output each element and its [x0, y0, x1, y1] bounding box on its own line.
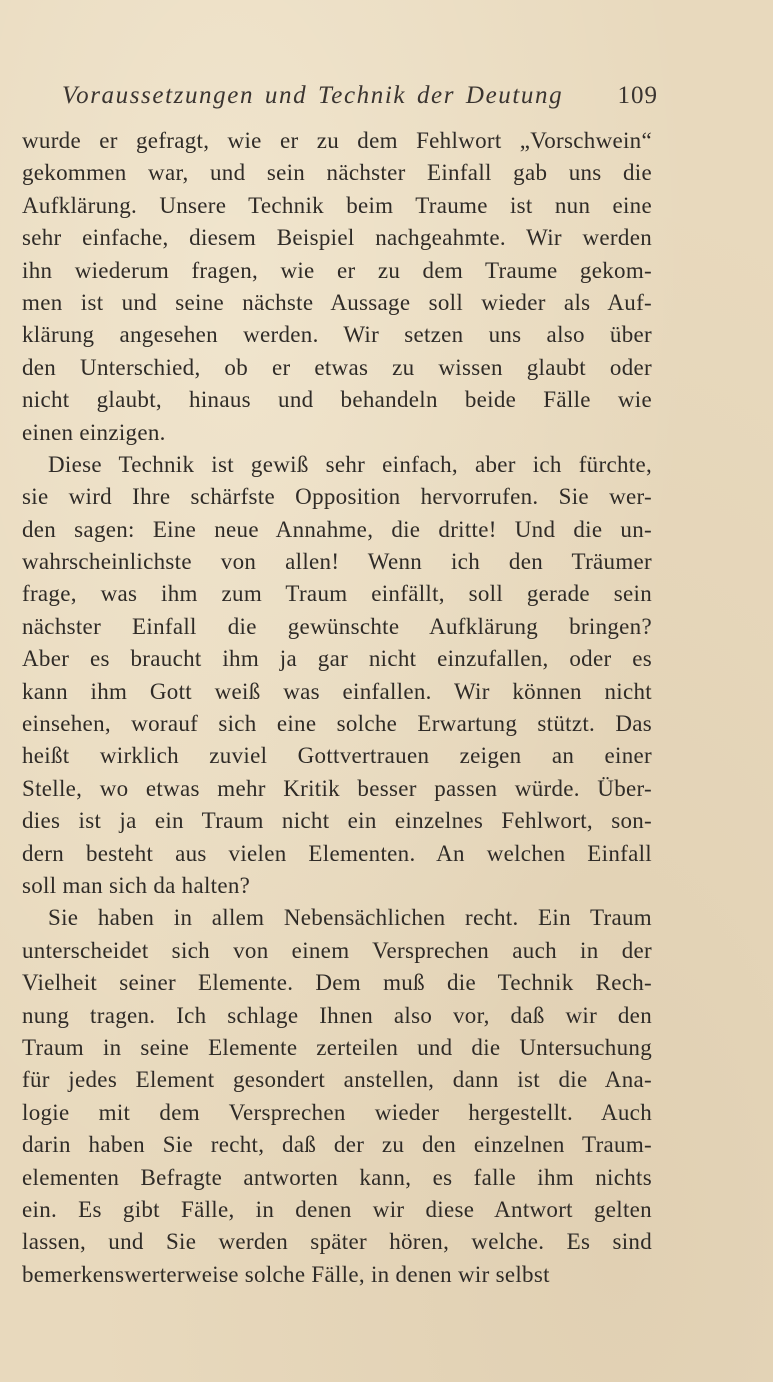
text-line: kann ihm Gott weiß was einfallen. Wir können nicht [22, 678, 652, 704]
text-line: nung tragen. Ich schlage Ihnen also vor, daß wir den [22, 1002, 652, 1028]
paragraph [22, 449, 652, 902]
text-line: einen einzigen. [22, 419, 166, 445]
text-line: den Unterschied, ob er etwas zu wissen glaubt oder [22, 354, 652, 380]
text-line: men ist und seine nächste Aussage soll wieder als Auf- [22, 289, 652, 315]
text-line: Stelle, wo etwas mehr Kritik besser passen würde. Über- [22, 775, 652, 801]
text-line: nicht glaubt, hinaus und behandeln beide Fälle wie [22, 387, 652, 413]
text-line: den sagen: Eine neue Annahme, die dritte! Und die un- [22, 516, 652, 542]
text-line: klärung angesehen werden. Wir setzen uns also über [22, 322, 652, 348]
text-line: für jedes Element gesondert anstellen, dann ist die Ana- [22, 1067, 652, 1093]
text-line: gekommen war, und sein nächster Einfall gab uns die [22, 160, 652, 186]
text-line: frage, was ihm zum Traum einfällt, soll gerade sein [22, 581, 652, 607]
text-line: Vielheit seiner Elemente. Dem muß die Technik Rech- [22, 970, 652, 996]
page-number: 109 [617, 82, 658, 109]
text-line: Aber es braucht ihm ja gar nicht einzufallen, oder es [22, 646, 652, 672]
text-line: wahrscheinlichste von allen! Wenn ich den Träumer [22, 549, 652, 575]
text-line: einsehen, worauf sich eine solche Erwartung stützt. Das [22, 711, 652, 737]
text-line: logie mit dem Versprechen wieder hergestellt. Auch [22, 1099, 652, 1125]
text-line: ein. Es gibt Fälle, in denen wir diese Antwort gelten [22, 1196, 652, 1222]
paragraph [22, 125, 652, 449]
text-line: lassen, und Sie werden später hören, welche. Es sind [22, 1229, 652, 1255]
text-line: bemerkenswerterweise solche Fälle, in denen wir selbst [22, 1261, 550, 1287]
text-line: wurde er gefragt, wie er zu dem Fehlwort „Vorschwein“ [22, 128, 652, 153]
text-line: dern besteht aus vielen Elementen. An welchen Einfall [22, 840, 652, 866]
running-title: Voraussetzungen und Technik der Deutung [62, 82, 564, 109]
text-line: Aufklärung. Unsere Technik beim Traume ist nun eine [22, 192, 652, 218]
text-line: elementen Befragte antworten kann, es falle ihm nichts [22, 1164, 652, 1190]
text-line: darin haben Sie recht, daß der zu den einzelnen Traum- [22, 1132, 652, 1158]
running-head [62, 82, 658, 118]
text-line: sehr einfache, diesem Beispiel nachgeahmte. Wir werden [22, 225, 652, 251]
text-line: Sie haben in allem Nebensächlichen recht. Ein Traum [48, 905, 652, 931]
text-line: Traum in seine Elemente zerteilen und die Untersuchung [22, 1034, 652, 1060]
text-line: dies ist ja ein Traum nicht ein einzelnes Fehlwort, son- [22, 808, 652, 834]
text-line: nächster Einfall die gewünschte Aufklärung bringen? [22, 613, 652, 639]
body-text [22, 125, 652, 1291]
paragraph [22, 902, 652, 1291]
text-line: Diese Technik ist gewiß sehr einfach, aber ich fürchte, [48, 451, 652, 477]
text-line: heißt wirklich zuviel Gottvertrauen zeigen an einer [22, 743, 652, 769]
text-line: unterscheidet sich von einem Versprechen auch in der [22, 937, 652, 963]
text-line: sie wird Ihre schärfste Opposition hervorrufen. Sie wer- [22, 484, 652, 510]
text-line: soll man sich da halten? [22, 872, 251, 898]
text-line: ihn wiederum fragen, wie er zu dem Traume gekom- [22, 257, 652, 283]
